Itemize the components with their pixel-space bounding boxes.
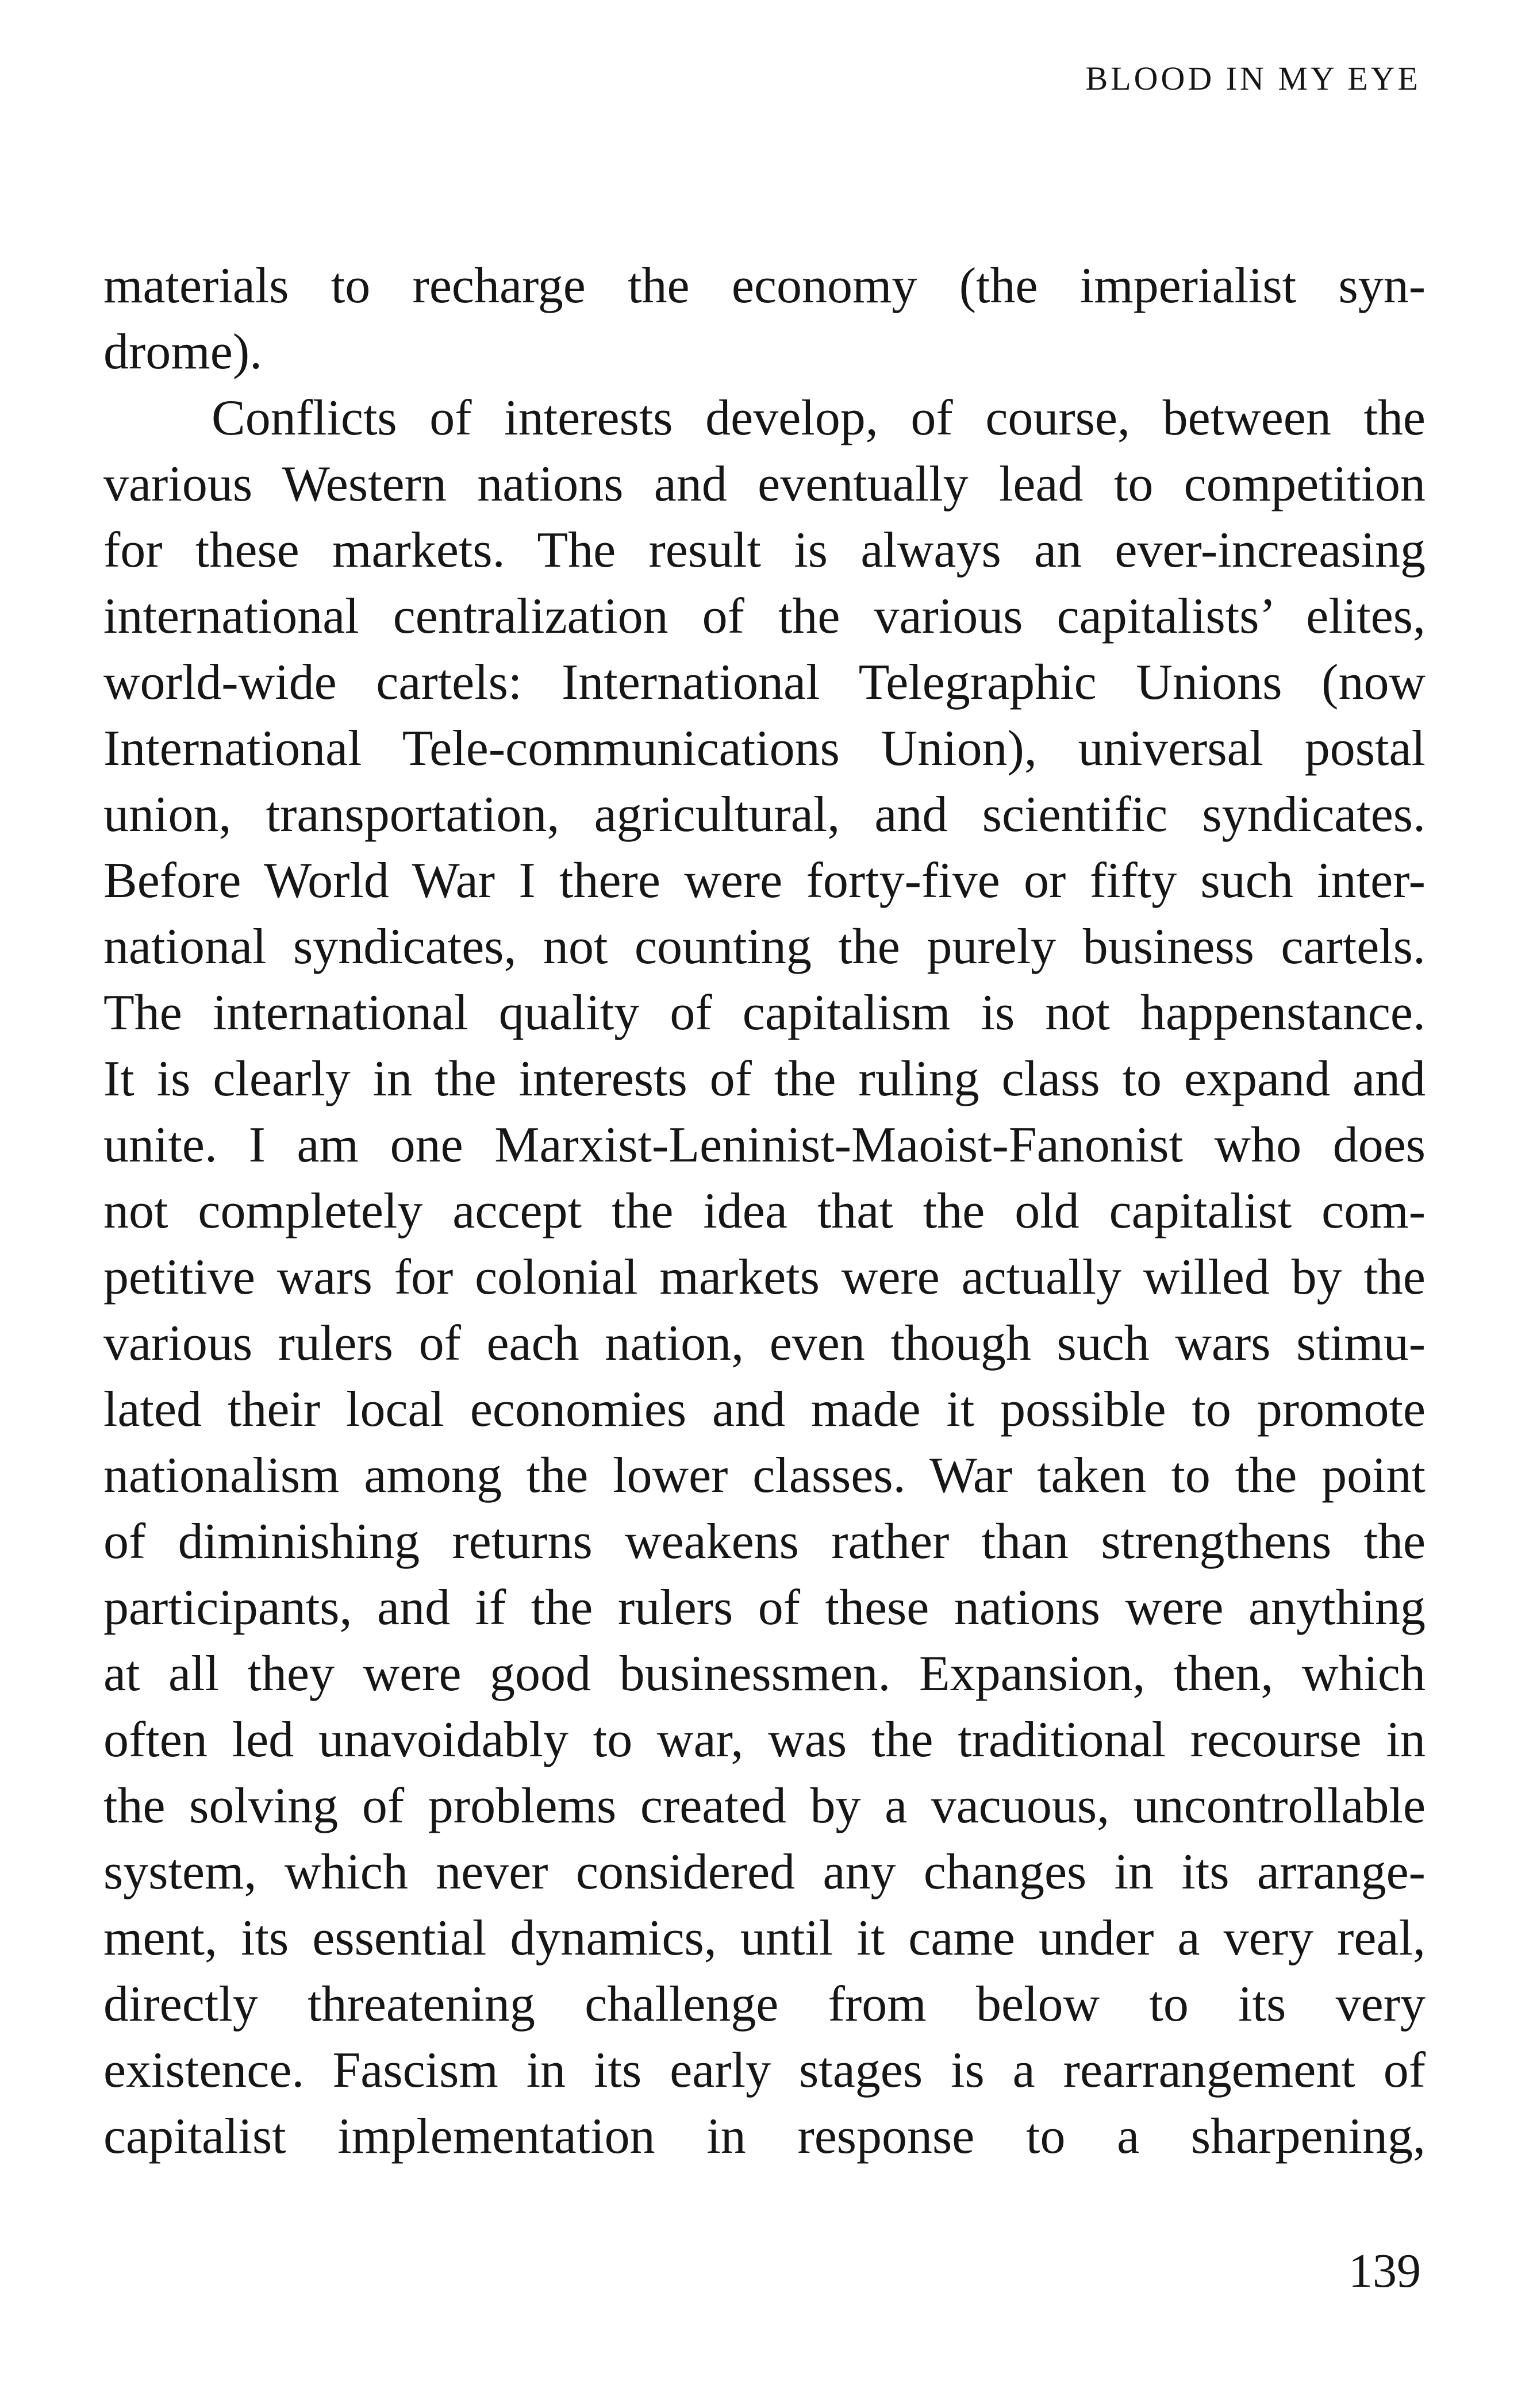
text-line: The international quality of capitalism is not happenstance. xyxy=(103,985,1426,1041)
text-line: not completely accept the idea that the old capitalist com- xyxy=(103,1183,1426,1239)
body-text xyxy=(103,253,1426,2169)
text-line: various rulers of each nation, even though such wars stimu- xyxy=(103,1315,1426,1371)
text-line: It is clearly in the interests of the ruling class to expand and xyxy=(103,1051,1426,1107)
text-line: ment, its essential dynamics, until it came under a very real, xyxy=(103,1910,1426,1966)
text-line: often led unavoidably to war, was the traditional recourse in xyxy=(103,1712,1426,1768)
text-line: nationalism among the lower classes. War taken to the point xyxy=(103,1448,1426,1503)
text-line: drome). xyxy=(103,324,263,380)
text-line: petitive wars for colonial markets were actually willed by the xyxy=(103,1249,1426,1305)
text-line: International Tele-communications Union), universal postal xyxy=(103,721,1426,776)
running-head: BLOOD IN MY EYE xyxy=(1085,60,1421,97)
text-line: capitalist implementation in response to a sharpening, xyxy=(103,2109,1426,2164)
text-line: system, which never considered any changes in its arrange- xyxy=(103,1844,1426,1900)
page-number: 139 xyxy=(1348,2244,1421,2298)
text-line: world-wide cartels: International Telegraphic Unions (now xyxy=(103,655,1426,710)
text-line: directly threatening challenge from below to its very xyxy=(103,1976,1426,2032)
paragraph-start-line: Conflicts of interests develop, of course, between the xyxy=(212,390,1426,446)
text-line: international centralization of the various capitalists’ elites, xyxy=(103,588,1426,644)
text-line: materials to recharge the economy (the imperialist syn- xyxy=(103,258,1426,314)
text-line: for these markets. The result is always an ever-increasing xyxy=(103,522,1426,578)
text-line: union, transportation, agricultural, and scientific syndicates. xyxy=(103,787,1426,843)
text-line: participants, and if the rulers of these nations were anything xyxy=(103,1580,1426,1636)
text-line: unite. I am one Marxist-Leninist-Maoist-Fanonist who does xyxy=(103,1117,1426,1173)
text-line: Before World War I there were forty-five or fifty such inter- xyxy=(103,853,1426,909)
text-line: the solving of problems created by a vacuous, uncontrollable xyxy=(103,1778,1426,1834)
text-line: lated their local economies and made it possible to promote xyxy=(103,1382,1426,1437)
text-line: various Western nations and eventually lead to competition xyxy=(103,456,1426,512)
text-line: of diminishing returns weakens rather than strengthens the xyxy=(103,1514,1426,1570)
text-line: existence. Fascism in its early stages is a rearrangement of xyxy=(103,2042,1426,2098)
text-line: national syndicates, not counting the purely business cartels. xyxy=(103,919,1426,975)
text-line: at all they were good businessmen. Expansion, then, which xyxy=(103,1646,1426,1702)
